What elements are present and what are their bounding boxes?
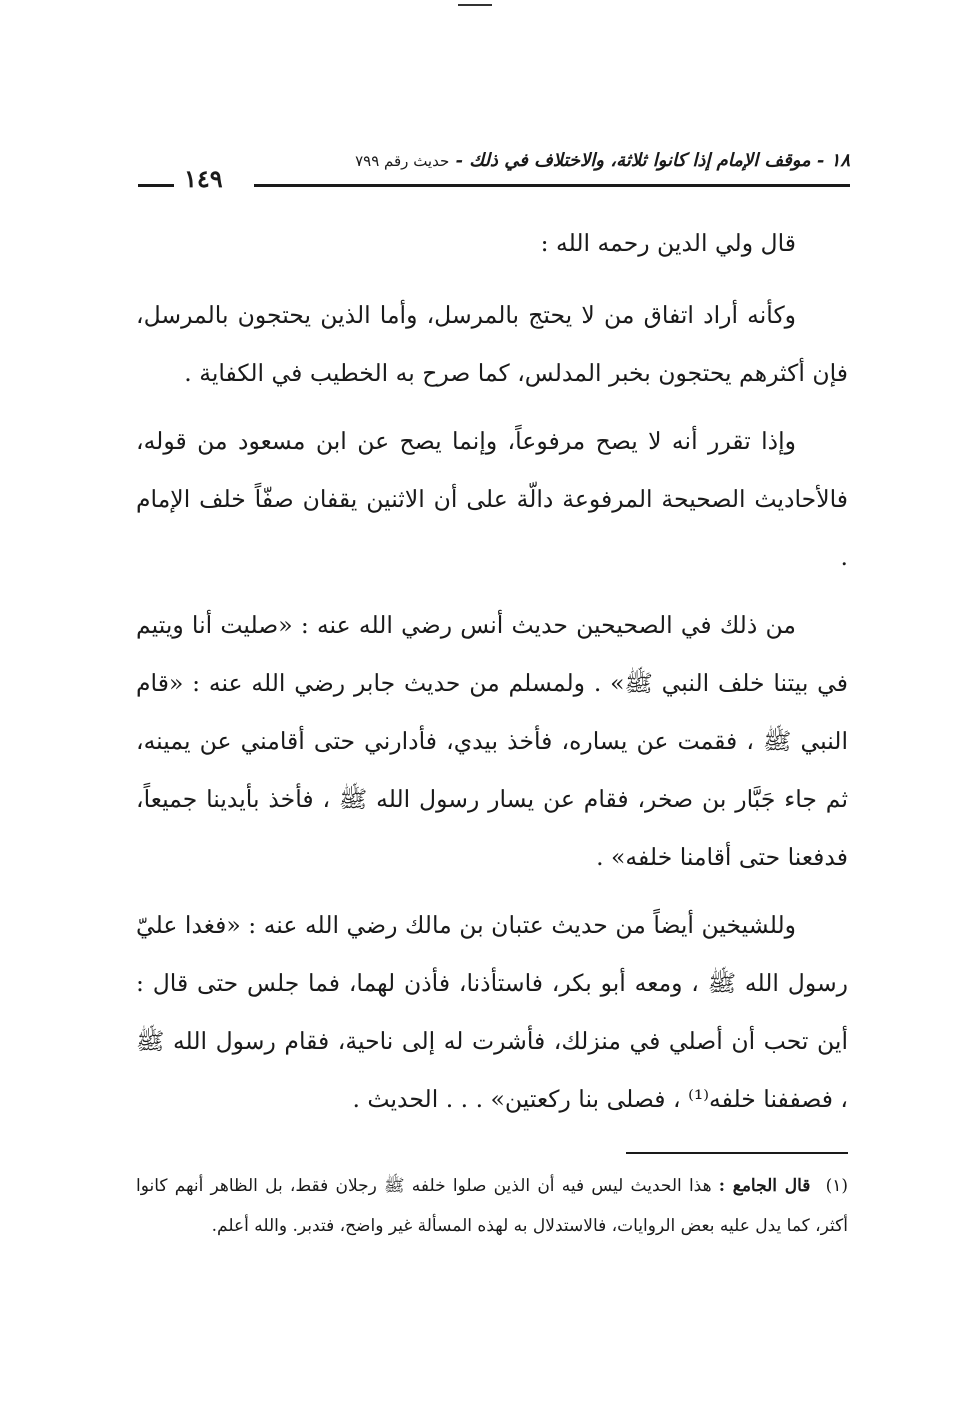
paragraph: وإذا تقرر أنه لا يصح مرفوعاً، وإنما يصح عن ابن مسعود من قوله، فالأحاديث الصحيحة المرفوعة دالّة على أن الاثنين يقفان صفّاً خلف الإمام . <box>136 427 848 571</box>
footnote-label: قال الجامع : <box>718 1176 811 1196</box>
paragraph: وكأنه أراد اتفاق من لا يحتج بالمرسل، وأما الذين يحتجون بالمرسل، فإن أكثرهم يحتجون بخبر المدلس، كما صرح به الخطيب في الكفاية . <box>136 301 848 387</box>
hadith-reference: حديث رقم ٧٩٩ <box>355 152 450 170</box>
footnote-text: هذا الحديث ليس فيه أن الذين صلوا خلفه ﷺ رجلان فقط، بل الظاهر أنهم كانوا أكثر، كما يدل عليه بعض الروايات، فالاستدلال به لهذه المسألة غير واضح، فتدبر. والله أعلم. <box>136 1176 848 1236</box>
top-crop-mark <box>458 4 492 6</box>
section-title-text: ١٨ - موقف الإمام إذا كانوا ثلاثة، والاختلاف في ذلك - <box>455 150 850 171</box>
header-rule <box>254 184 850 187</box>
paragraph-opening: قال ولي الدين رحمه الله : <box>540 229 796 257</box>
footnote <box>136 1166 848 1246</box>
footnote-number: (١) <box>825 1176 849 1196</box>
paragraph: وللشيخين أيضاً من حديث عتبان بن مالك رضي الله عنه : «فغدا عليّ رسول الله ﷺ ، ومعه أبو بكر، فاستأذنا، فأذن لهما، فما جلس حتى قال : أين تحب أن أصلي في منزلك، فأشرت له إلى ناحية، فقام رسول الله ﷺ ، فصففنا خلفه⁽¹⁾ ، فصلى بنا ركعتين» . . . الحديث . <box>136 911 848 1113</box>
main-text <box>136 214 848 1138</box>
running-header <box>138 146 850 196</box>
footnote-rule <box>626 1152 848 1154</box>
page-number-dash <box>138 184 174 187</box>
section-title <box>355 150 850 171</box>
paragraph: من ذلك في الصحيحين حديث أنس رضي الله عنه : «صليت أنا ويتيم في بيتنا خلف النبي ﷺ» . ولمسلم من حديث جابر رضي الله عنه : «قام النبي ﷺ ، فقمت عن يساره، فأخذ بيدي، فأدارني حتى أقامني عن يمينه، ثم جاء جَبَّار بن صخر، فقام عن يسار رسول الله ﷺ ، فأخذ بأيدينا جميعاً، فدفعنا حتى أقامنا خلفه» . <box>136 611 848 871</box>
page-number: ١٤٩ <box>184 164 223 193</box>
